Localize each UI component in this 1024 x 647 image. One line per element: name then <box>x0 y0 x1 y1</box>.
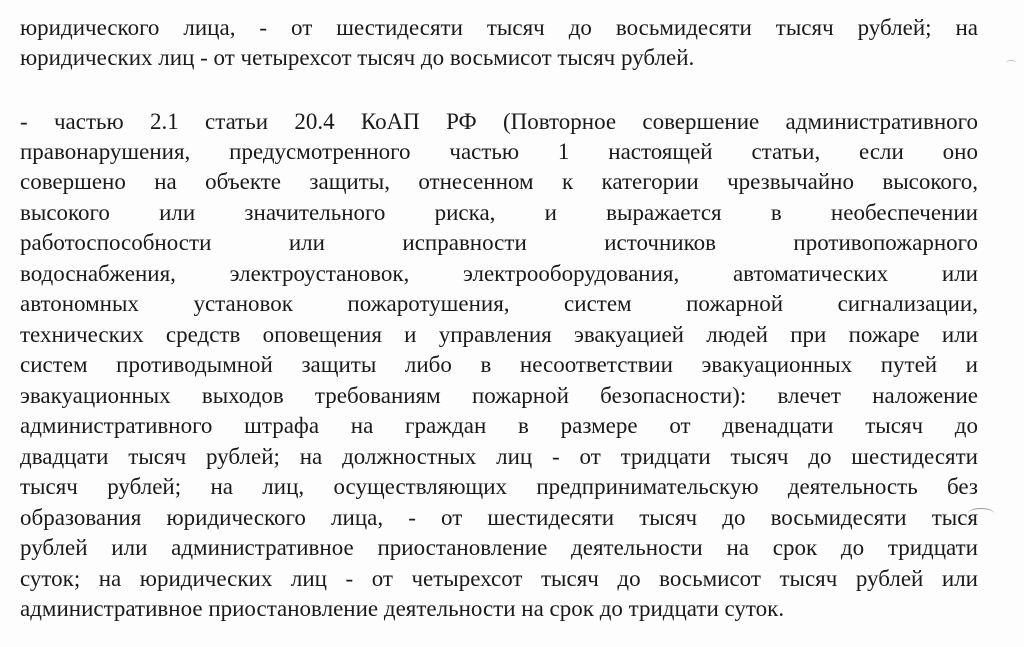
text-line-1: юридического лица, - от шестидесяти тысяч до восьмидесяти тысяч рублей; на <box>20 15 978 40</box>
text-line-14: двадцати тысяч рублей; на должностных лиц - от тридцати тысяч до шестидесяти <box>20 444 978 469</box>
scan-artifact-speck <box>1006 60 1016 65</box>
text-line-6: высокого или значительного риска, и выражается в необеспечении <box>20 200 978 225</box>
text-line-9: автономных установок пожаротушения, систем пожарной сигнализации, <box>20 291 978 316</box>
text-line-18: суток; на юридических лиц - от четырехсот тысяч до восьмисот тысяч рублей или <box>20 566 978 591</box>
text-line-16: образования юридического лица, - от шестидесяти тысяч до восьмидесяти тыся <box>20 505 978 530</box>
text-line-17: рублей или административное приостановление деятельности на срок до тридцати <box>20 535 978 560</box>
text-line-12: эвакуационных выходов требованиям пожарной безопасности): влечет наложение <box>20 383 978 408</box>
text-line-15: тысяч рублей; на лиц, осуществляющих предпринимательскую деятельность без <box>20 474 978 499</box>
text-line-2: юридических лиц - от четырехсот тысяч до восьмисот тысяч рублей. <box>20 45 695 70</box>
text-line-8: водоснабжения, электроустановок, электрооборудования, автоматических или <box>20 261 978 286</box>
text-line-4: правонарушения, предусмотренного частью 1 настоящей статьи, если оно <box>20 139 978 164</box>
scan-artifact-mark <box>968 508 994 519</box>
text-line-3: - частью 2.1 статьи 20.4 КоАП РФ (Повторное совершение административного <box>20 109 978 134</box>
text-line-19: административное приостановление деятельности на срок до тридцати суток. <box>20 596 785 621</box>
text-line-13: административного штрафа на граждан в размере от двенадцати тысяч до <box>20 413 978 438</box>
text-line-5: совершено на объекте защиты, отнесенном к категории чрезвычайно высокого, <box>20 169 978 194</box>
text-line-10: технических средств оповещения и управления эвакуацией людей при пожаре или <box>20 322 978 347</box>
text-line-7: работоспособности или исправности источников противопожарного <box>20 230 978 255</box>
text-line-11: систем противодымной защиты либо в несоответствии эвакуационных путей и <box>20 352 978 377</box>
